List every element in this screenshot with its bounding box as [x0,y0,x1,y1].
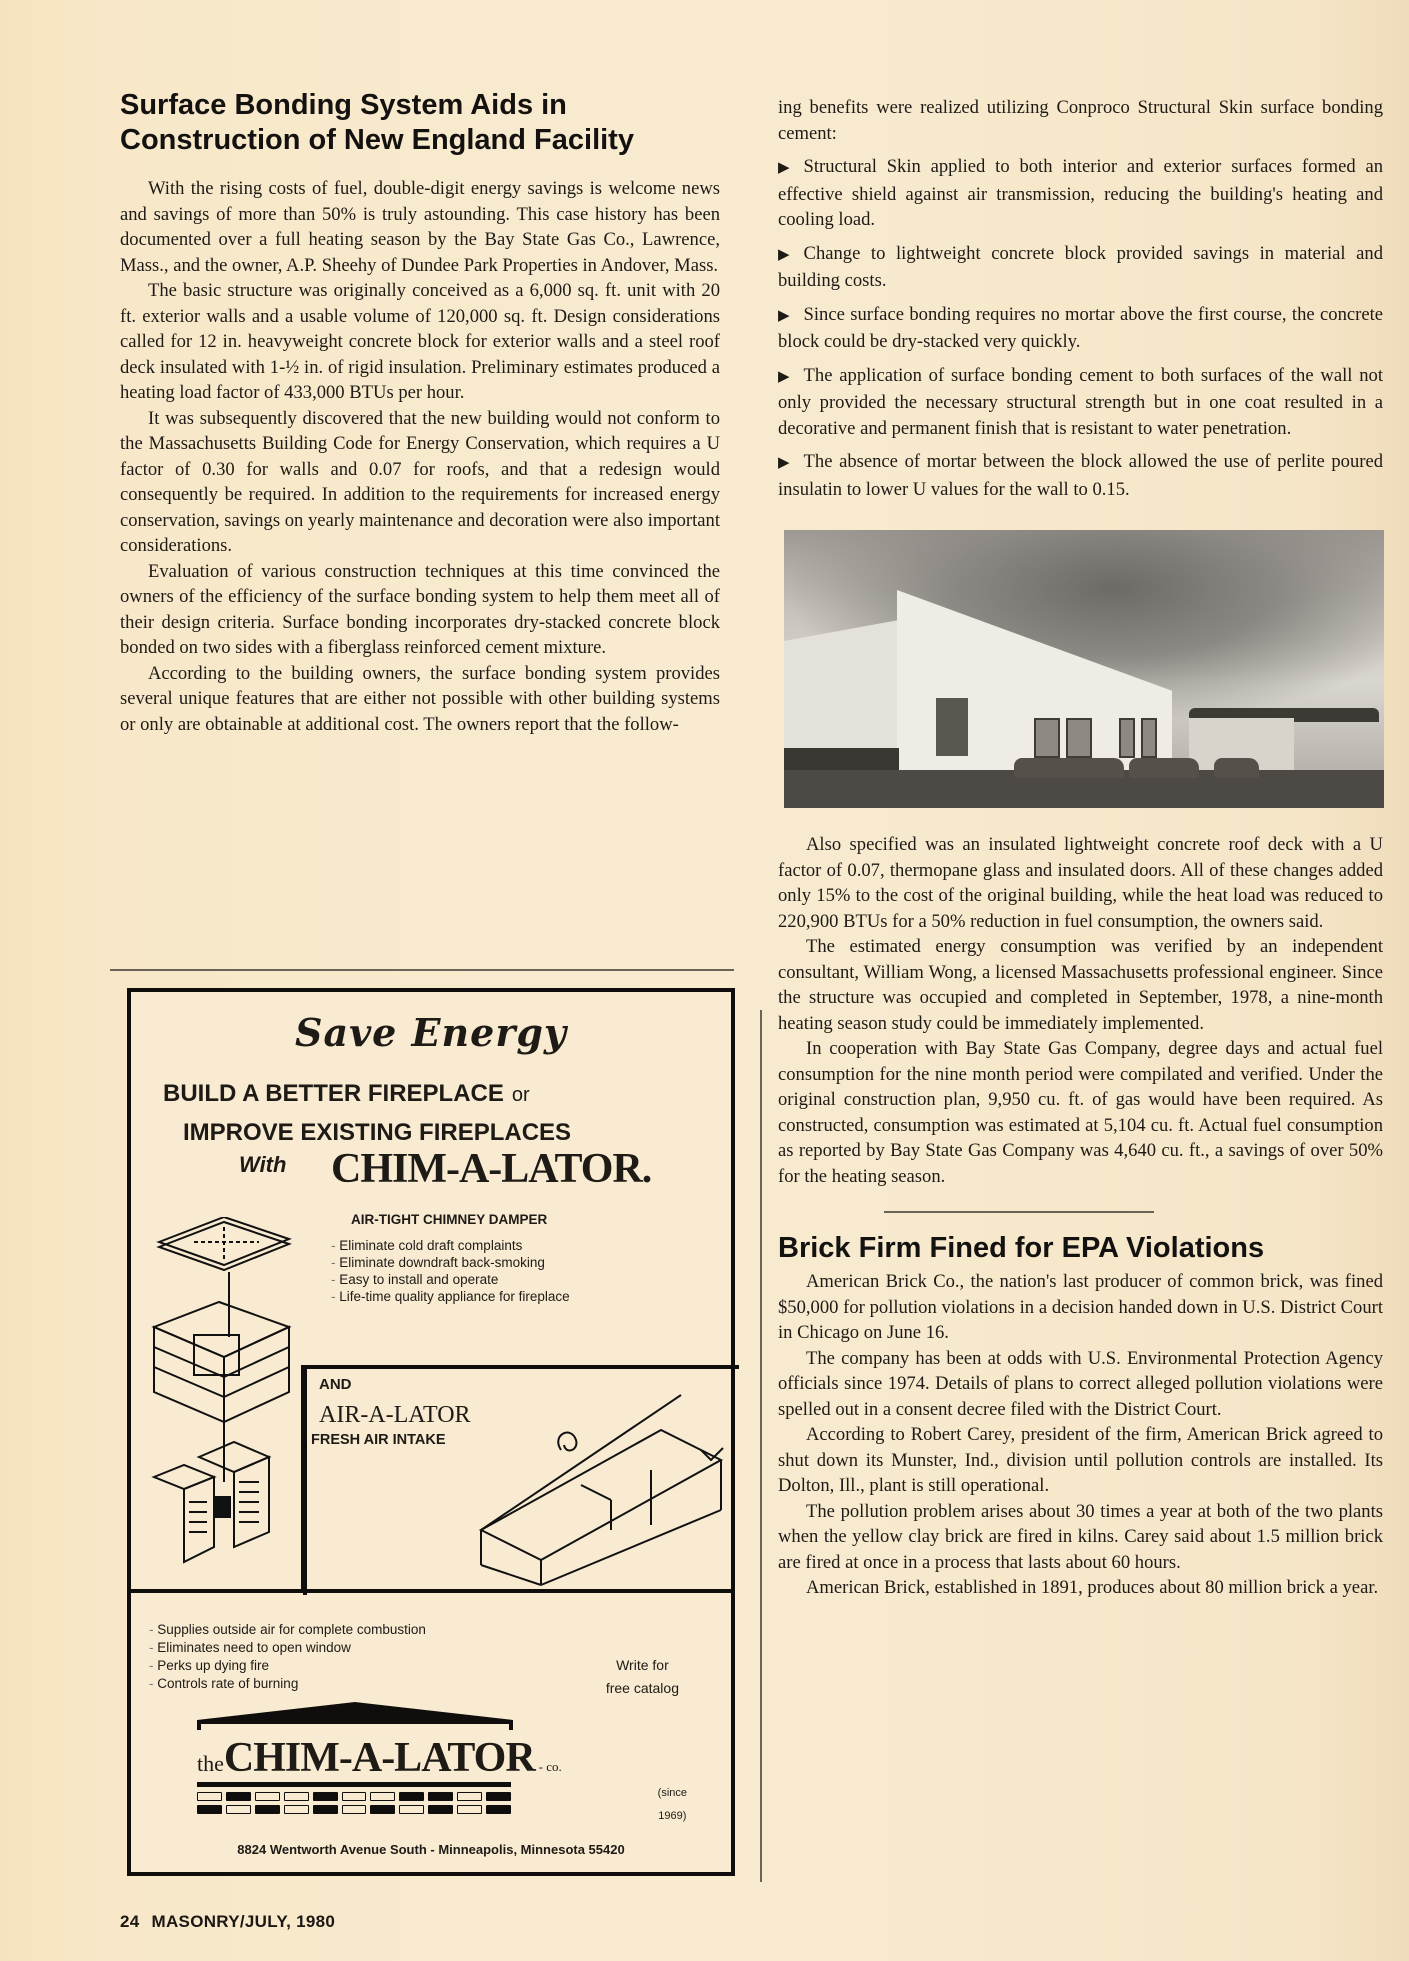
logo-name: CHIM-A-LATOR [223,1735,535,1781]
bullet-item [778,154,1383,233]
feature-item: - Life-time quality appliance for fireplace [331,1288,570,1305]
company-logo [197,1734,562,1782]
paragraph: Evaluation of various construction techniques at this time convinced the owners of the efficiency of the surface bonding system to help them meet all of their design criteria. Surface bonding incorporates dry-stacked concrete block bonded on two sides with a fiberglass reinforced cement mixture. [120,560,720,658]
paragraph: According to Robert Carey, president of the firm, American Brick agreed to shut down its Munster, Ind., division until pollution controls are installed. Its Dolton, Ill., plant is still operational. [778,1424,1383,1496]
feature-item: - Eliminate downdraft back-smoking [331,1254,570,1271]
logo-roof-icon [197,1702,513,1730]
triangle-right-icon: ▶ [778,368,790,385]
intake-feature-list [149,1621,426,1693]
air-a-lator-subtitle: FRESH AIR INTAKE [311,1432,446,1448]
paragraph: According to the building owners, the surface bonding system provides several unique features that are either not possible with other building systems or only are obtainable at additional cost. The owners report that the follow- [120,662,720,735]
catalog-offer-line-1: Write for [616,1657,669,1673]
article-right-column [778,95,1383,1601]
building-photo [784,530,1384,808]
damper-feature-list [331,1237,570,1305]
ad-and: AND [319,1376,352,1393]
article-surface-bonding-left-column [120,88,720,737]
paragraph: With the rising costs of fuel, double-digit energy savings is welcome news and savings of more than 50% is truly astounding. This case history has been documented over a full heating season by the Bay State Gas Co., Lawrence, Mass., and the owner, A.P. Sheehy of Dundee Park Properties in Andover, Mass. [120,178,720,276]
logo-bar [197,1782,511,1787]
bullet-item [778,363,1383,442]
column-divider [760,1010,762,1882]
paragraph: The estimated energy consumption was verified by an independent consultant, William Wong, a licensed Massachusetts professional engineer. Since the structure was occupied and completed in September, 1978, a nine-month heating season study could be immediately implemented. [778,936,1383,1034]
paragraph: The basic structure was originally conceived as a 6,000 sq. ft. unit with 20 ft. exterior walls and a usable volume of 120,000 sq. ft. Design considerations called for 12 in. heavyweight concrete block for exterior walls and a steel roof deck insulated with 1-½ in. of rigid insulation. Preliminary estimates produced a heating load factor of 433,000 BTUs per hour. [120,280,720,403]
paragraph: American Brick Co., the nation's last producer of common brick, was fined $50,000 for pollution violations in a decision handed down in U.S. District Court in Chicago on June 16. [778,1271,1383,1343]
ad-headline-1-text: BUILD A BETTER FIREPLACE [163,1080,504,1107]
section-divider [884,1211,1154,1213]
air-a-lator-title: AIR-A-LATOR [319,1402,471,1428]
ad-or: or [511,1084,530,1106]
feature-item: - Easy to install and operate [331,1271,570,1288]
bullet-text: Change to lightweight concrete block provided savings in material and building costs. [778,242,1383,291]
triangle-right-icon: ▶ [778,160,790,176]
headline-line-1: Surface Bonding System Aids in [120,89,567,121]
logo-co: - co. [538,1759,562,1774]
catalog-offer-line-2: free catalog [605,1680,679,1696]
paragraph: In cooperation with Bay State Gas Company, degree days and actual fuel consumption for the nine month period were compilated and verified. Under the original construction plan, 9,950 cu. ft. of gas would have been required. As constructed, consumption was estimated at 5,104 cu. ft. Actual fuel consumption as reported by Bay State Gas Company was 4,640 cu. ft., a savings of over 50% for the heating season. [778,1038,1383,1187]
feature-item: - Supplies outside air for complete combustion [149,1621,426,1639]
feature-item: - Controls rate of burning [149,1675,426,1693]
feature-item: - Eliminate cold draft complaints [331,1237,570,1254]
chim-a-lator-advertisement [127,988,735,1876]
bullet-text: The absence of mortar between the block allowed the use of perlite poured insulatin to lower U values for the wall to 0.15. [778,451,1383,500]
logo-the: the [197,1751,224,1776]
since-line-2: 1969) [658,1810,687,1822]
bullet-text: The application of surface bonding cement to both surfaces of the wall not only provided the necessary structural strength but in one coat resulted in a decorative and permanent finish that is resistant to water penetration. [778,364,1383,439]
since-line-1: (since [657,1787,687,1799]
catalog-offer [606,1654,679,1700]
paragraph: It was subsequently discovered that the new building would not conform to the Massachusetts Building Code for Energy Conservation, which requires a U factor of 0.30 for walls and 0.07 for roofs, and that a redesign would consequently be required. In addition to the requirements for increased energy conservation, savings on yearly maintenance and decoration were also important considerations. [120,407,720,556]
ad-headline-1 [163,1080,530,1108]
bullet-item [778,302,1383,355]
company-address: 8824 Wentworth Avenue South - Minneapolis, Minnesota 55420 [237,1842,625,1857]
page-footer [120,1912,335,1932]
bullet-item [778,449,1383,502]
publication-info: MASONRY/JULY, 1980 [151,1912,336,1931]
triangle-right-icon: ▶ [778,455,790,471]
article-headline [120,88,720,158]
logo-brick-pattern-icon [197,1792,511,1818]
panel-border [301,1365,305,1593]
ad-headline-2: IMPROVE EXISTING FIREPLACES [183,1119,572,1146]
fresh-air-intake-illustration [461,1390,731,1590]
triangle-right-icon: ▶ [778,246,790,263]
paragraph: The pollution problem arises about 30 times a year at both of the two plants when the yellow clay brick are fired in kilns. Carey said about 1.5 million brick are fired at once in a process that lasts about 60 hours. [778,1500,1383,1573]
since-year [658,1782,687,1828]
paragraph: Also specified was an insulated lightweight concrete roof deck with a U factor of 0.07, thermopane glass and insulated doors. All of these changes added only 15% to the cost of the original building, while the heat load was reduced to 220,900 BTUs for a 50% reduction in fuel consumption, the owners said. [778,834,1383,932]
headline-line-2: Construction of New England Facility [120,124,634,156]
bullet-text: Structural Skin applied to both interior and exterior surfaces formed an effective shield against air transmission, reducing the building's heating and cooling load. [778,156,1383,230]
article-headline: Brick Firm Fined for EPA Violations [778,1232,1265,1264]
feature-item: - Perks up dying fire [149,1657,426,1675]
ad-divider [131,1589,731,1593]
damper-title: AIR-TIGHT CHIMNEY DAMPER [351,1212,548,1227]
bullet-text: Since surface bonding requires no mortar above the first course, the concrete block could be dry-stacked very quickly. [778,303,1383,352]
feature-item: - Eliminates need to open window [149,1639,426,1657]
ad-tagline: Save Energy [295,1010,567,1055]
page-number: 24 [120,1912,140,1931]
paragraph-continuation: ing benefits were realized utilizing Conproco Structural Skin surface bonding cement: [778,97,1383,144]
paragraph: American Brick, established in 1891, produces about 80 million brick a year. [806,1577,1379,1598]
triangle-right-icon: ▶ [778,307,790,324]
section-divider [110,969,734,971]
ad-with: With [239,1152,287,1177]
paragraph: The company has been at odds with U.S. Environmental Protection Agency officials since 1974. Details of plans to correct alleged pollution violations were spelled out in a consent decree filed with the District Court. [778,1347,1383,1420]
bullet-item [778,241,1383,294]
ad-brand: CHIM-A-LATOR. [331,1146,652,1192]
chimney-damper-illustration [139,1217,309,1567]
